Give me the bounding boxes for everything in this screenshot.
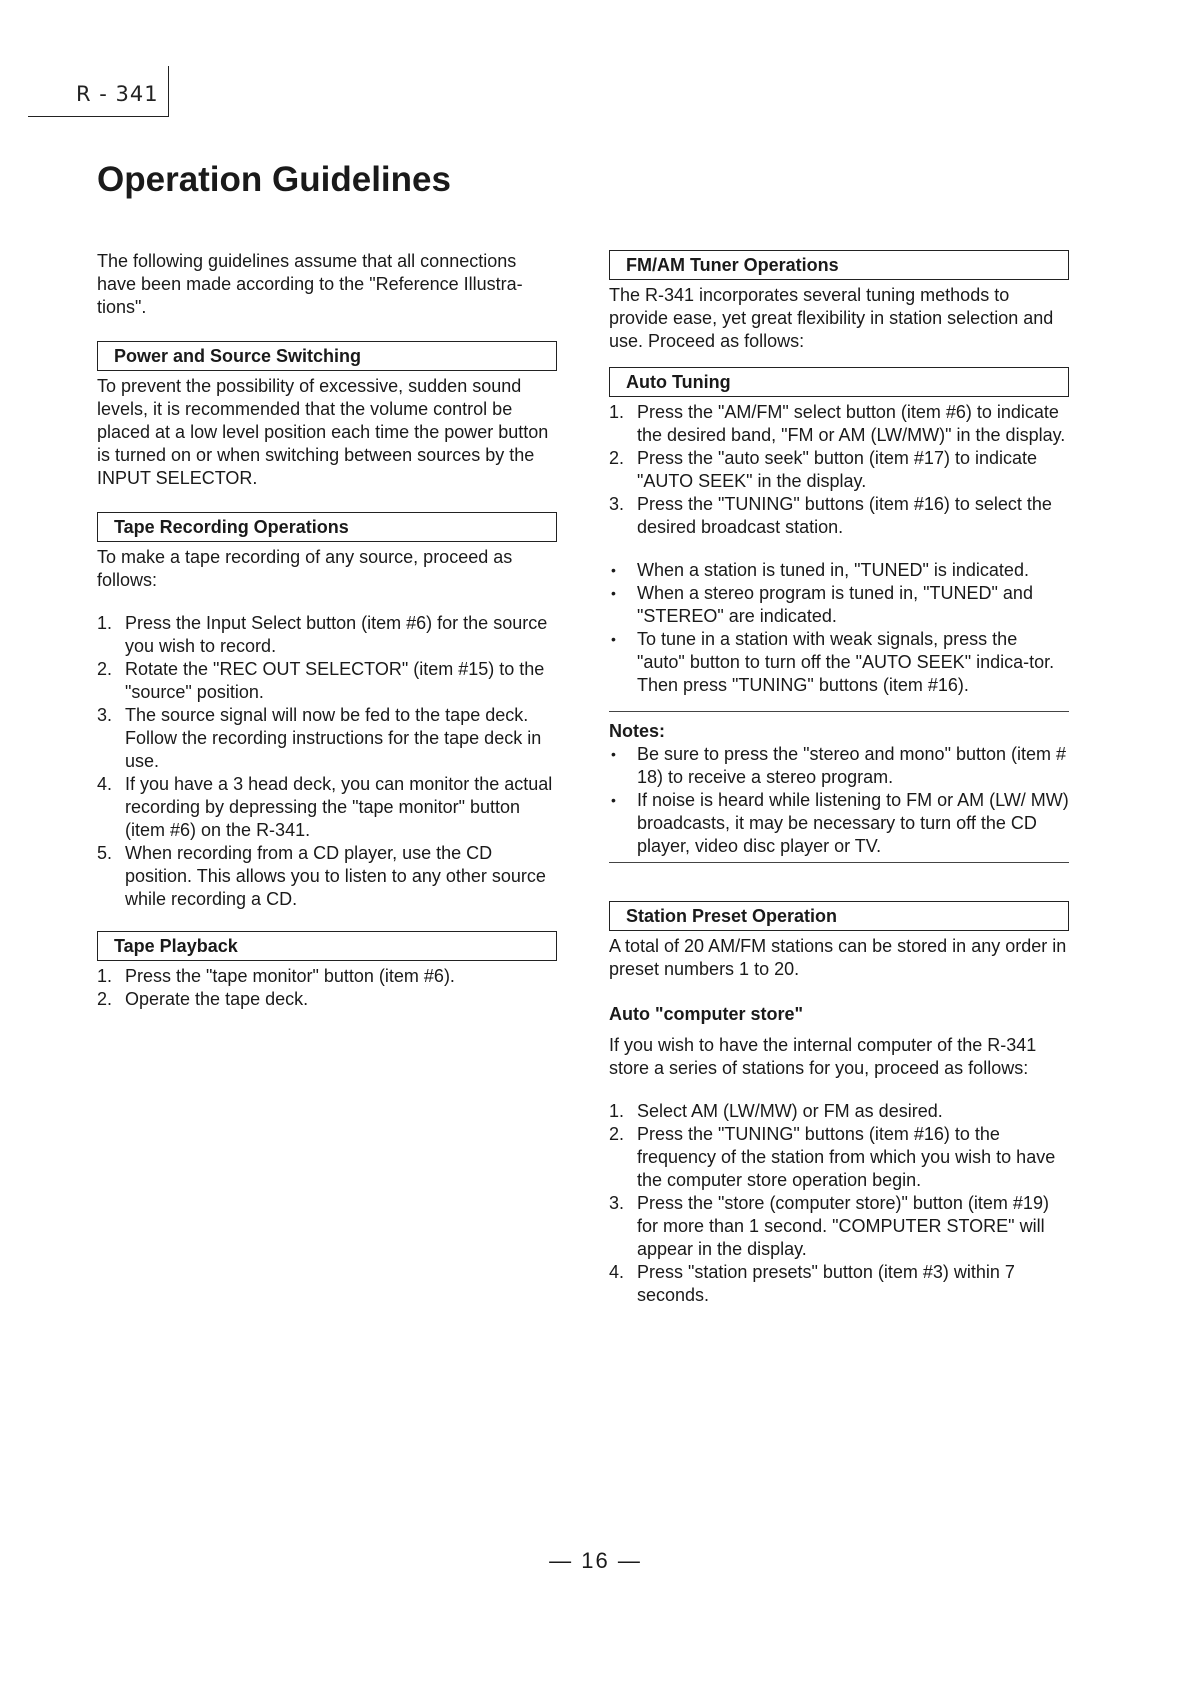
page-title: Operation Guidelines: [97, 160, 451, 199]
list-item: • Be sure to press the "stereo and mono" button (item # 18) to receive a stereo program.: [611, 744, 1067, 787]
list-item: • If noise is heard while listening to FM or AM (LW/ MW) broadcasts, it may be necessary to turn off the CD player, video disc player or TV.: [611, 790, 1069, 856]
list-item: 3. The source signal will now be fed to the tape deck. Follow the recording instructions for the tape deck in use.: [97, 705, 542, 771]
section-power-heading: Power and Source Switching: [97, 341, 557, 371]
list-item: 1. Press the "AM/FM" select button (item #6) to indicate the desired band, "FM or AM (LW/MW)" in the display.: [609, 402, 1066, 445]
notes-heading: Notes:: [609, 721, 666, 741]
list-item: 2. Press the "auto seek" button (item #17) to indicate "AUTO SEEK" in the display.: [609, 448, 1037, 491]
notes-box: [609, 711, 1069, 863]
computer-store-text: If you wish to have the internal computer of the R-341 store a series of stations for you, proceed as follows:: [609, 1035, 1037, 1078]
intro-text: The following guidelines assume that all connections have been made according to the "Reference Illustra-tions".: [97, 251, 523, 317]
right-column: [609, 250, 1069, 1307]
computer-store-heading: Auto "computer store": [609, 1004, 804, 1024]
tuner-text: The R-341 incorporates several tuning methods to provide ease, yet great flexibility in station selection and use. Proceed as follows:: [609, 285, 1054, 351]
list-item: 2. Rotate the "REC OUT SELECTOR" (item #15) to the "source" position.: [97, 659, 545, 702]
left-column: [97, 250, 557, 1011]
list-item: 3. Press the "store (computer store)" button (item #19) for more than 1 second. "COMPUTER STORE" will appear in the display.: [609, 1193, 1049, 1259]
section-tuner-heading: FM/AM Tuner Operations: [609, 250, 1069, 280]
tape-playback-steps: [97, 965, 557, 1011]
auto-tuning-bullets: [609, 559, 1069, 697]
section-auto-tuning-heading: Auto Tuning: [609, 367, 1069, 397]
section-tape-playback-heading: Tape Playback: [97, 931, 557, 961]
list-item: 1. Press the Input Select button (item #6) for the source you wish to record.: [97, 613, 548, 656]
section-station-preset-heading: Station Preset Operation: [609, 901, 1069, 931]
model-number: R - 341: [76, 82, 159, 106]
model-tag: [28, 66, 169, 117]
list-item: 1. Select AM (LW/MW) or FM as desired.: [609, 1101, 943, 1121]
section-tape-recording-heading: Tape Recording Operations: [97, 512, 557, 542]
list-item: 5. When recording from a CD player, use the CD position. This allows you to listen to any other source while recording a CD.: [97, 843, 546, 909]
power-text: To prevent the possibility of excessive, sudden sound levels, it is recommended that the volume control be placed at a low level position each time the power button is turned on or when switching between sources by the INPUT SELECTOR.: [97, 376, 549, 488]
list-item: 4. If you have a 3 head deck, you can monitor the actual recording by depressing the "tape monitor" button (item #6) on the R-341.: [97, 774, 553, 840]
list-item: • When a station is tuned in, "TUNED" is indicated.: [611, 560, 1029, 580]
notes-bullets: [609, 743, 1069, 858]
page-number: — 16 —: [549, 1548, 642, 1573]
list-item: • To tune in a station with weak signals, press the "auto" button to turn off the "AUTO SEEK" indica-tor. Then press "TUNING" buttons (item #16).: [611, 629, 1055, 695]
tape-recording-steps: [97, 612, 557, 911]
list-item: 3. Press the "TUNING" buttons (item #16) to select the desired broadcast station.: [609, 494, 1052, 537]
list-item: 1. Press the "tape monitor" button (item #6).: [97, 966, 455, 986]
station-preset-text: A total of 20 AM/FM stations can be stored in any order in preset numbers 1 to 20.: [609, 936, 1067, 979]
computer-store-steps: [609, 1100, 1069, 1307]
auto-tuning-steps: [609, 401, 1069, 539]
list-item: • When a stereo program is tuned in, "TUNED" and "STEREO" are indicated.: [611, 583, 1033, 626]
list-item: 2. Operate the tape deck.: [97, 989, 309, 1009]
tape-recording-intro: To make a tape recording of any source, proceed as follows:: [97, 547, 513, 590]
list-item: 4. Press "station presets" button (item #3) within 7 seconds.: [609, 1262, 1015, 1305]
list-item: 2. Press the "TUNING" buttons (item #16) to the frequency of the station from which you wish to have the computer store operation begin.: [609, 1124, 1056, 1190]
